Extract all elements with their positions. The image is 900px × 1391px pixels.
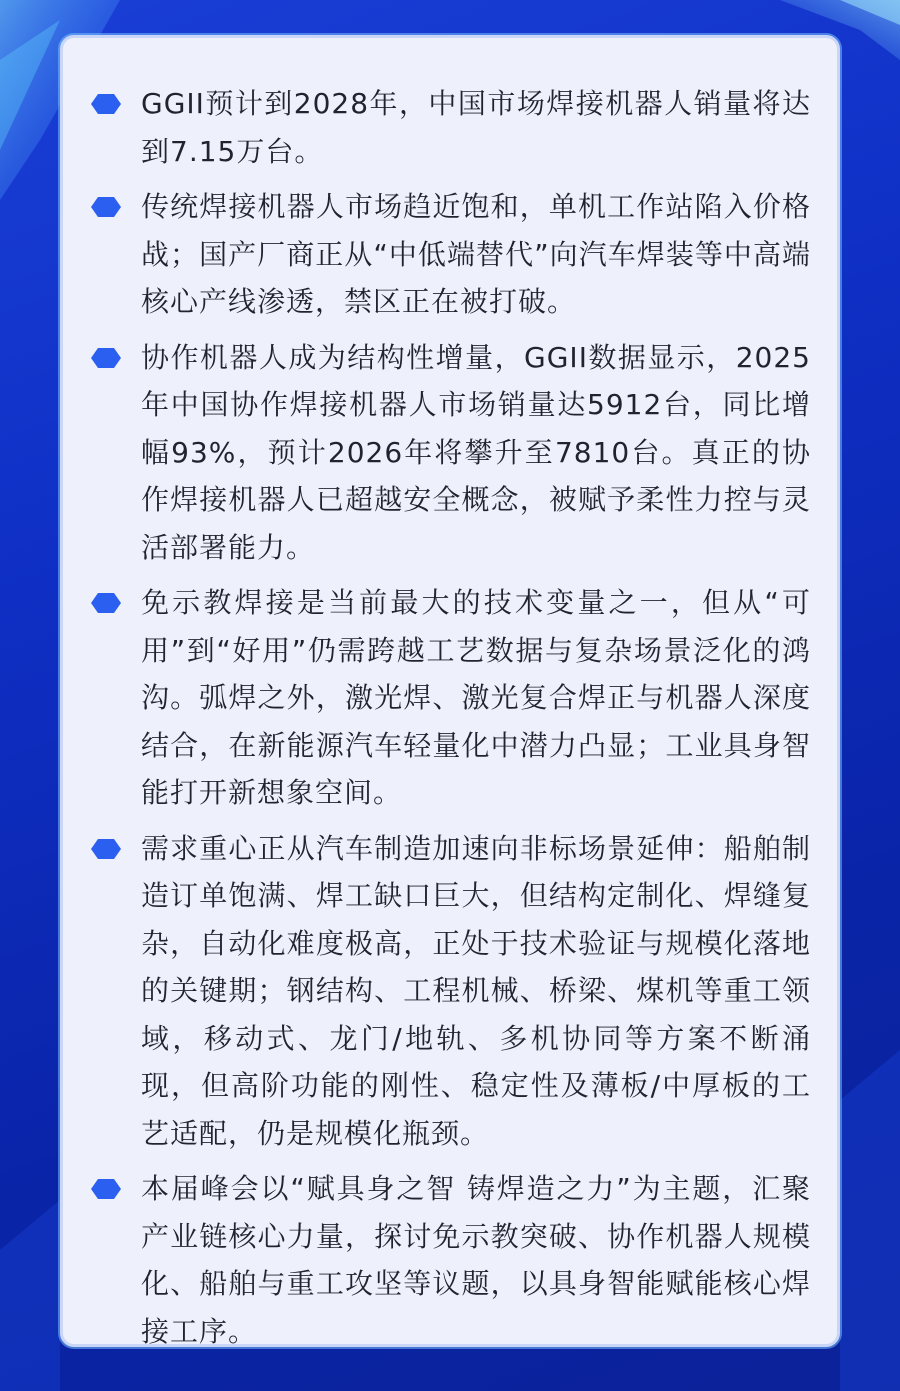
bullet-list bbox=[141, 80, 811, 1363]
list-item bbox=[141, 80, 811, 175]
bullet-text: GGII预计到2028年，中国市场焊接机器人销量将达到7.15万台。 bbox=[141, 87, 811, 168]
list-item bbox=[141, 825, 811, 1158]
hexagon-bullet-icon bbox=[91, 348, 121, 368]
list-item bbox=[141, 1165, 811, 1355]
hexagon-bullet-icon bbox=[91, 94, 121, 114]
list-item bbox=[141, 183, 811, 326]
content-card bbox=[60, 35, 840, 1347]
list-item bbox=[141, 334, 811, 572]
hexagon-bullet-icon bbox=[91, 593, 121, 613]
bullet-text: 免示教焊接是当前最大的技术变量之一，但从“可用”到“好用”仍需跨越工艺数据与复杂场景泛化的鸿沟。弧焊之外，激光焊、激光复合焊正与机器人深度结合，在新能源汽车轻量化中潜力凸显；工业具身智能打开新想象空间。 bbox=[141, 586, 811, 809]
bullet-text: 协作机器人成为结构性增量，GGII数据显示，2025年中国协作焊接机器人市场销量达5912台，同比增幅93%，预计2026年将攀升至7810台。真正的协作焊接机器人已超越安全概念，被赋予柔性力控与灵活部署能力。 bbox=[141, 340, 811, 564]
hexagon-bullet-icon bbox=[91, 1179, 121, 1199]
bullet-text: 本届峰会以“赋具身之智 铸焊造之力”为主题，汇聚产业链核心力量，探讨免示教突破、协作机器人规模化、船舶与重工攻坚等议题，以具身智能赋能核心焊接工序。 bbox=[141, 1172, 811, 1348]
list-item bbox=[141, 579, 811, 817]
hexagon-bullet-icon bbox=[91, 839, 121, 859]
bullet-text: 需求重心正从汽车制造加速向非标场景延伸：船舶制造订单饱满、焊工缺口巨大，但结构定制化、焊缝复杂，自动化难度极高，正处于技术验证与规模化落地的关键期；钢结构、工程机械、桥梁、煤机等重工领域，移动式、龙门/地轨、多机协同等方案不断涌现，但高阶功能的刚性、稳定性及薄板/中厚板的工艺适配，仍是规模化瓶颈。 bbox=[141, 831, 811, 1150]
bullet-text: 传统焊接机器人市场趋近饱和，单机工作站陷入价格战；国产厂商正从“中低端替代”向汽车焊装等中高端核心产线渗透，禁区正在被打破。 bbox=[141, 190, 811, 318]
hexagon-bullet-icon bbox=[91, 197, 121, 217]
